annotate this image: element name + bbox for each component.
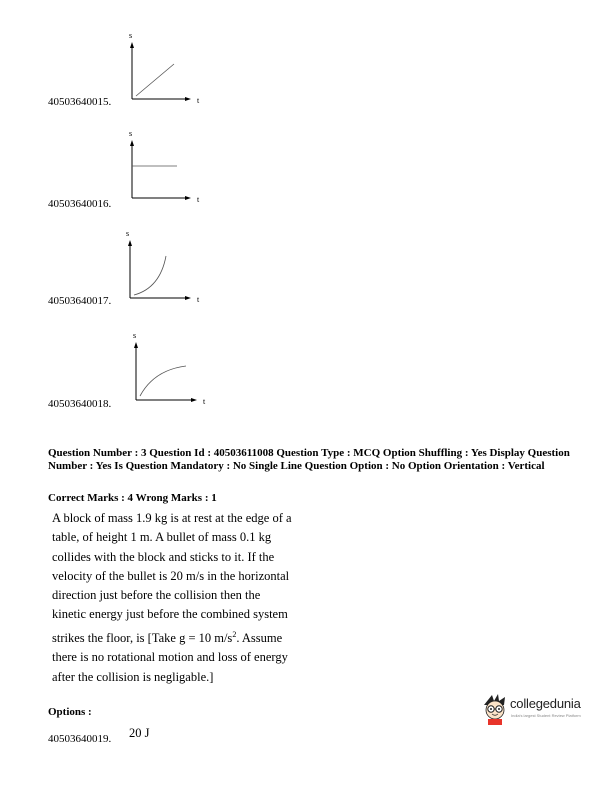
question-marks: Correct Marks : 4 Wrong Marks : 1 xyxy=(48,492,217,504)
t-axis-label: t xyxy=(197,295,200,304)
question-text: A block of mass 1.9 kg is at rest at the edge of a table, of height 1 m. A bullet of mass 0.1 kg collides with the block and sticks to it. If the velocity of the bullet is 20 m/s in the horizontal direction just before the collision then the kinetic energy just before the combined system strikes the floor, is [Take g = 10 $m/s^2$. Assume there is no rotational motion and loss of energy after the collision is negligable.] xyxy=(52,511,292,684)
logo-tagline: India's largest Student Review Platform xyxy=(511,713,581,718)
s-axis-label: s xyxy=(129,129,133,138)
mascot-icon xyxy=(480,692,510,726)
option-id-19: 40503640019. xyxy=(48,733,112,745)
option-id-15: 40503640015. xyxy=(48,96,112,108)
logo-text: collegedunia xyxy=(510,696,581,711)
option-id-17: 40503640017. xyxy=(48,295,112,307)
t-axis-label: t xyxy=(197,195,200,204)
s-axis-label: s xyxy=(129,31,133,40)
graph-curve xyxy=(136,64,174,96)
graph-constant xyxy=(124,128,214,208)
s-axis-label: s xyxy=(126,229,130,238)
graph-curve xyxy=(140,366,186,396)
graph-curve xyxy=(134,256,166,295)
t-axis-label: t xyxy=(197,96,200,105)
graph-concave-down xyxy=(128,330,218,410)
graph-parabolic-up xyxy=(122,228,212,308)
options-label: Options : xyxy=(48,706,92,718)
option-id-18: 40503640018. xyxy=(48,398,112,410)
option-value-19: 20 J xyxy=(129,726,150,740)
option-id-16: 40503640016. xyxy=(48,198,112,210)
t-axis-label: t xyxy=(203,397,206,406)
s-axis-label: s xyxy=(133,331,137,340)
collegedunia-logo xyxy=(480,690,600,730)
graph-linear-increase xyxy=(124,30,214,110)
question-header: Question Number : 3 Question Id : 40503611008 Question Type : MCQ Option Shuffling : Yes Display Question Number : Yes Is Question Mandatory : No Single Line Question Option : No Option Orientation : Vertical xyxy=(48,447,570,472)
